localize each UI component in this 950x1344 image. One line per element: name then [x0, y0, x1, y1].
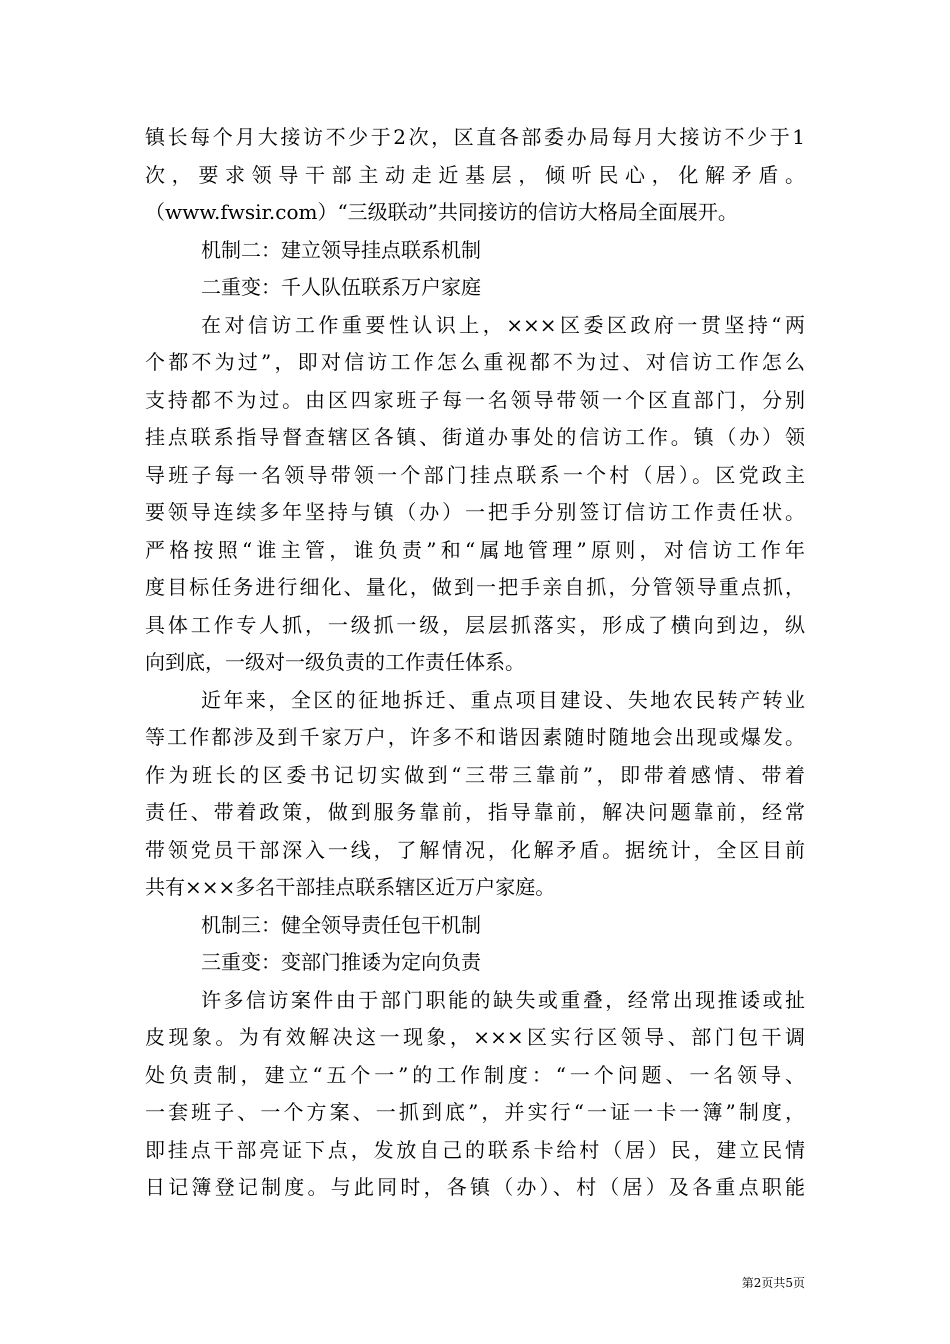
text-line: 日记簿登记制度。与此同时，各镇（办）、村（居）及各重点职能 — [145, 1175, 805, 1199]
text-line: 挂点联系指导督查辖区各镇、街道办事处的信访工作。镇（办）领 — [145, 425, 805, 449]
text-line: 次，要求领导干部主动走近基层，倾听民心，化解矛盾。 — [145, 162, 805, 187]
text-line: 要领导连续多年坚持与镇（办）一把手分别签订信访工作责任状。 — [145, 500, 805, 524]
text-line: 个都不为过”，即对信访工作怎么重视都不为过、对信访工作怎么 — [145, 350, 805, 374]
text-line: 共有×××多名干部挂点联系辖区近万户家庭。 — [145, 875, 556, 899]
text-line: 皮现象。为有效解决这一现象，×××区实行区领导、部门包干调 — [145, 1025, 805, 1049]
text-line: 即挂点干部亮证下点，发放自己的联系卡给村（居）民，建立民情 — [145, 1137, 805, 1162]
text-line: 处负责制，建立“五个一”的工作制度：“一个问题、一名领导、 — [145, 1062, 805, 1087]
text-line: 支持都不为过。由区四家班子每一名领导带领一个区直部门，分别 — [145, 387, 805, 412]
document-body — [145, 119, 805, 1207]
section-heading: 机制二：建立领导挂点联系机制 — [201, 237, 481, 262]
text-line: 导班子每一名领导带领一个部门挂点联系一个村（居）。区党政主 — [145, 462, 805, 487]
section-subheading: 二重变：千人队伍联系万户家庭 — [201, 275, 481, 299]
text-line: 严格按照“谁主管，谁负责”和“属地管理”原则，对信访工作年 — [145, 537, 805, 562]
text-line: 度目标任务进行细化、量化，做到一把手亲自抓，分管领导重点抓， — [145, 575, 805, 599]
section-subheading: 三重变：变部门推诿为定向负责 — [201, 950, 481, 974]
text-line: 在对信访工作重要性认识上，×××区委区政府一贯坚持“两 — [201, 312, 805, 337]
text-line: 镇长每个月大接访不少于2次，区直各部委办局每月大接访不少于1 — [145, 125, 805, 149]
text-line: 向到底，一级对一级负责的工作责任体系。 — [145, 650, 525, 674]
text-line: 一套班子、一个方案、一抓到底”，并实行“一证一卡一簿”制度， — [145, 1100, 805, 1124]
text-line: 责任、带着政策，做到服务靠前，指导靠前，解决问题靠前，经常 — [145, 800, 805, 824]
text-line: 带领党员干部深入一线，了解情况，化解矛盾。据统计，全区目前 — [145, 837, 805, 862]
text-line: 具体工作专人抓，一级抓一级，层层抓落实，形成了横向到边，纵 — [145, 612, 805, 637]
text-line: 作为班长的区委书记切实做到“三带三靠前”，即带着感情、带着 — [145, 762, 805, 787]
text-line: （www.fwsir.com）“三级联动”共同接访的信访大格局全面展开。 — [145, 200, 738, 224]
section-heading: 机制三：健全领导责任包干机制 — [201, 912, 481, 937]
text-line: 等工作都涉及到千家万户，许多不和谐因素随时随地会出现或爆发。 — [145, 725, 805, 749]
text-line: 许多信访案件由于部门职能的缺失或重叠，经常出现推诿或扯 — [201, 987, 805, 1012]
text-line: 近年来，全区的征地拆迁、重点项目建设、失地农民转产转业 — [201, 687, 805, 712]
page-number: 第2页共5页 — [741, 1276, 805, 1290]
